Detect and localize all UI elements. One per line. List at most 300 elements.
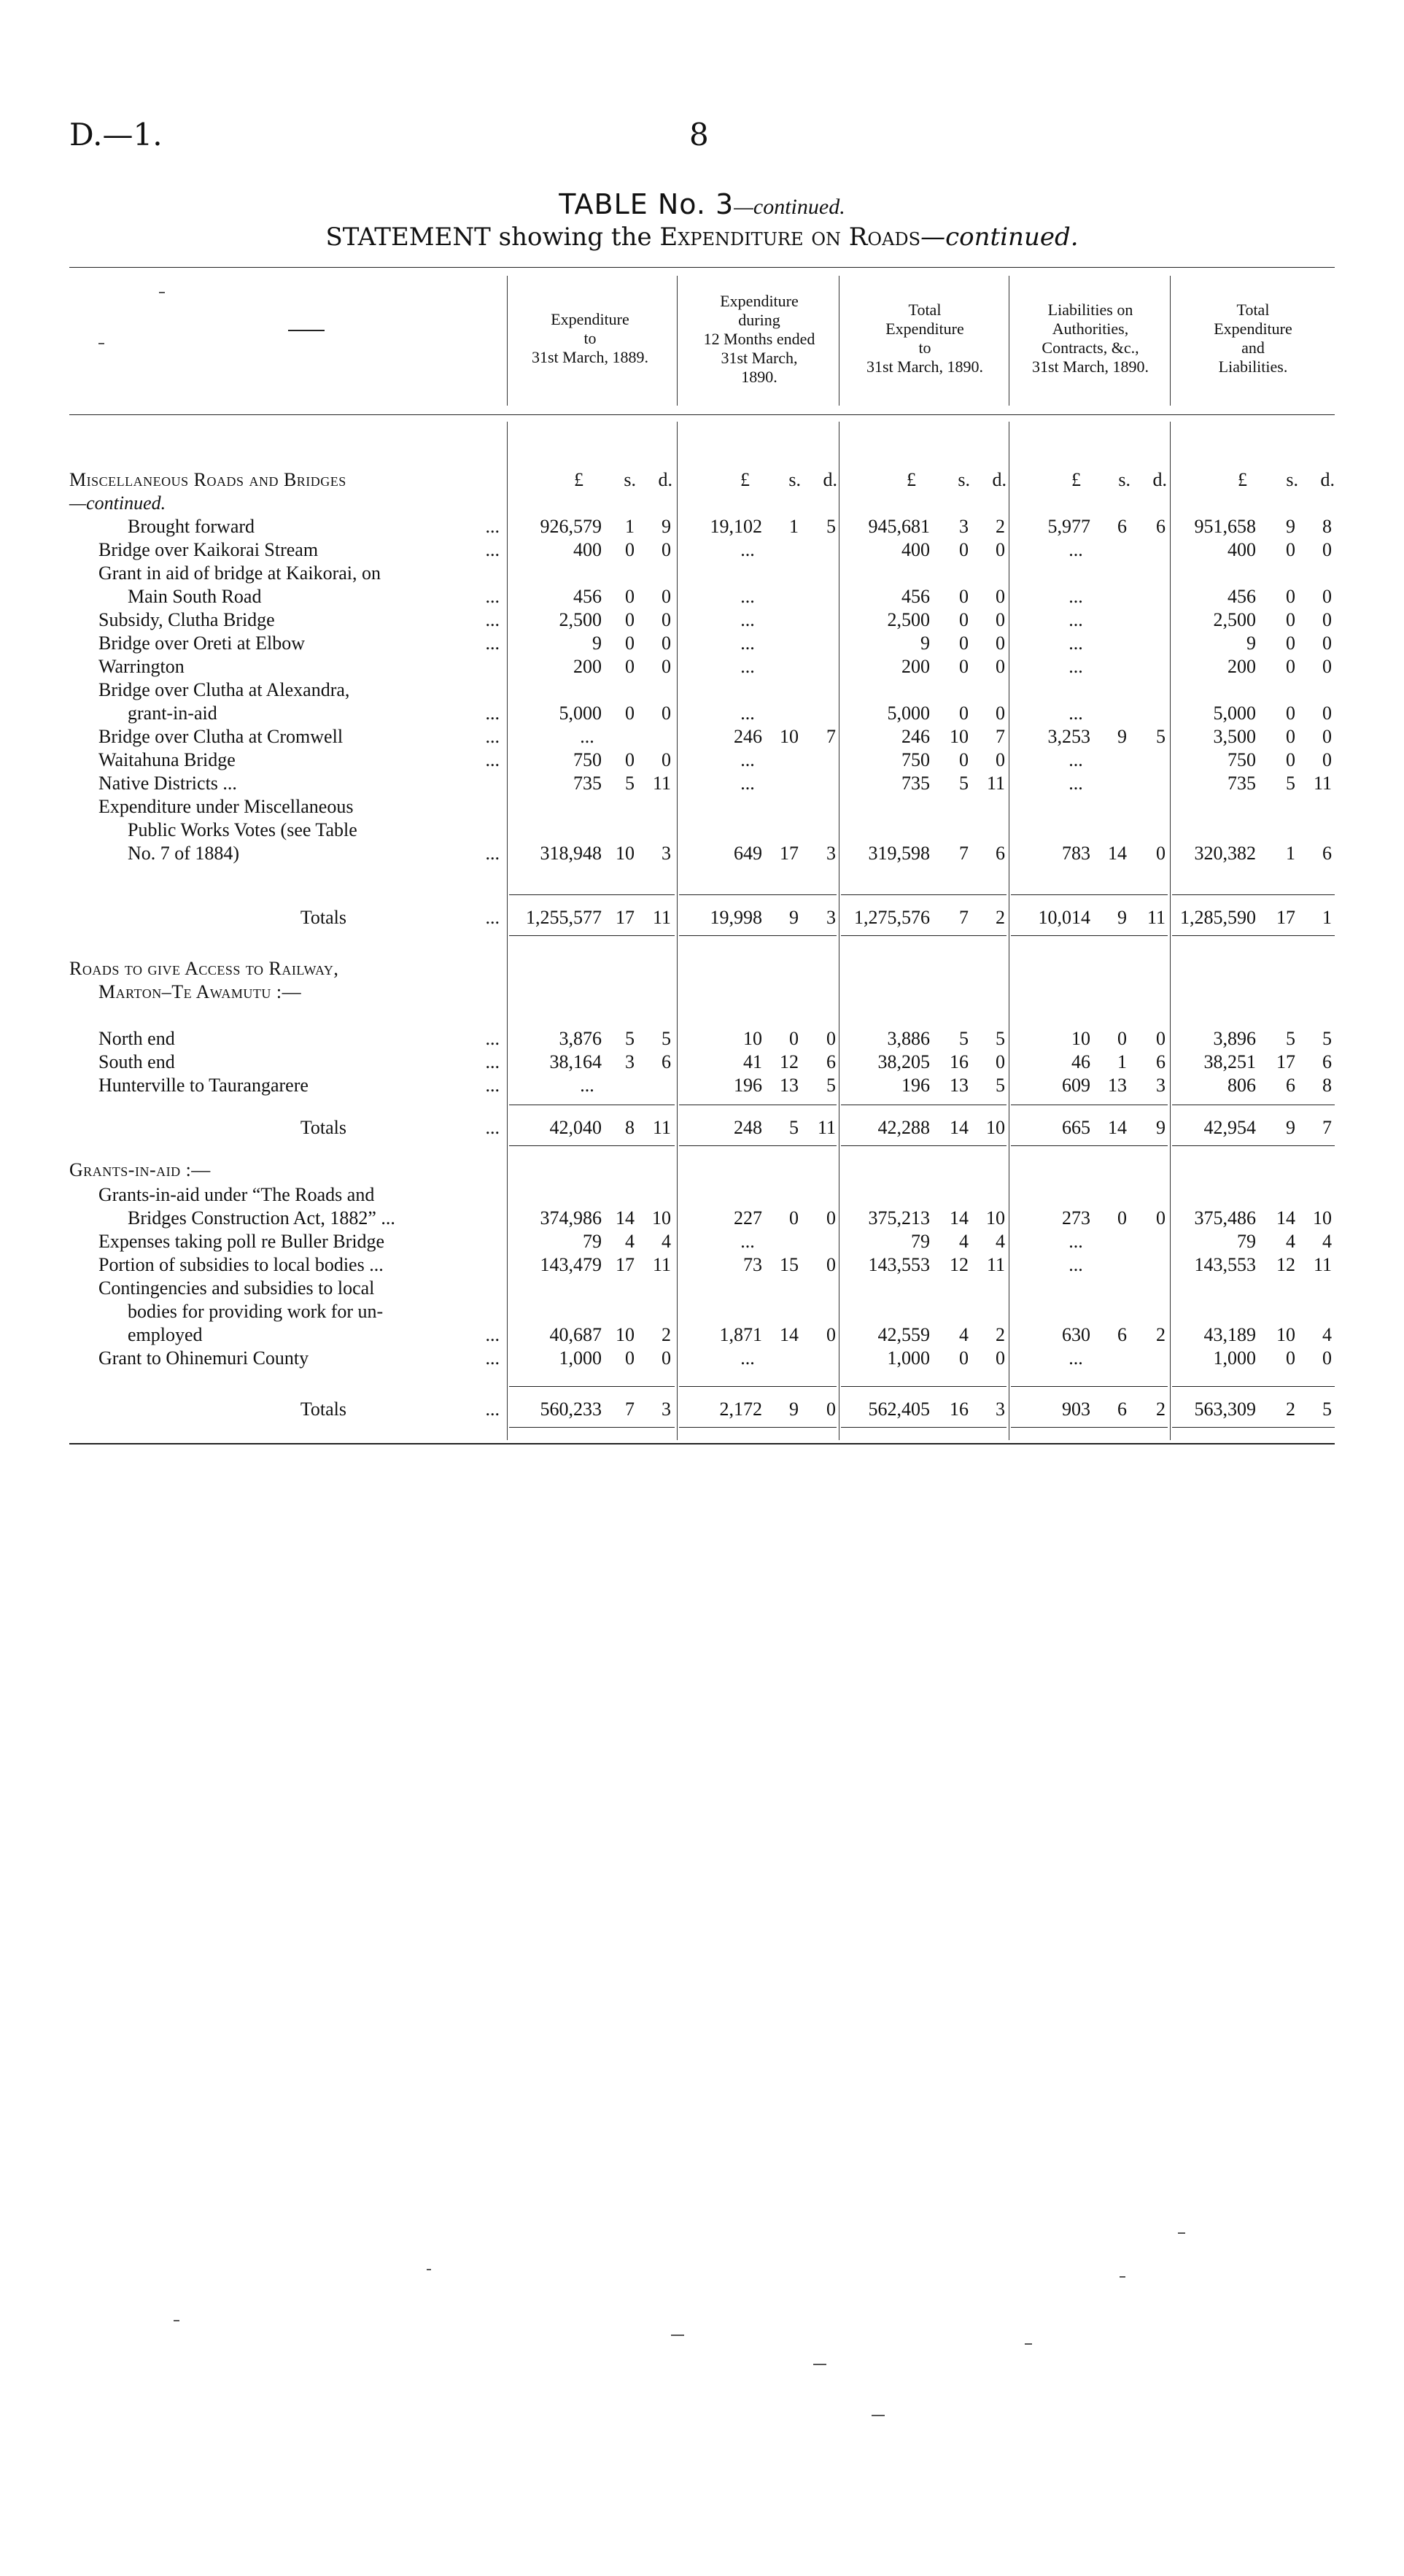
pence-cell: 11 [652,907,671,928]
pounds-cell: ... [1068,773,1083,794]
sum-rule [679,894,837,895]
section-title-grants: Grants-in-aid :— [69,1159,211,1180]
shillings-cell: 7 [959,907,969,928]
shillings-cell: 1 [1117,1051,1127,1072]
shillings-cell: 6 [1117,1399,1127,1420]
table-title-suffix: —continued. [734,195,845,219]
pence-cell: 0 [662,703,671,724]
table-row [0,819,1404,842]
row-label: South end [98,1051,175,1072]
pounds-cell: ... [740,633,755,654]
pounds-cell: ... [1068,633,1083,654]
unit-shilling: s. [958,469,970,490]
shillings-cell: 5 [1286,1028,1295,1049]
pounds-cell: 9 [592,633,602,654]
pounds-cell: 783 [1062,843,1090,864]
shillings-cell: 0 [625,1347,635,1369]
pounds-cell: 400 [1227,539,1256,560]
v-line-h2 [677,276,678,406]
pounds-cell: 318,948 [540,843,602,864]
pence-cell: 5 [826,1075,836,1096]
pounds-cell: 806 [1227,1075,1256,1096]
row-label: Bridge over Kaikorai Stream [98,539,319,560]
row-label: Hunterville to Taurangarere [98,1075,309,1096]
sum-rule [509,894,675,895]
pounds-cell: 456 [573,586,602,607]
shillings-cell: 10 [616,1324,635,1345]
pounds-cell: 5,000 [559,703,602,724]
unit-pound: £ [1238,469,1247,490]
shillings-cell: 9 [1117,726,1127,747]
pence-cell: 0 [1156,1028,1166,1049]
leader-dots: ... [485,633,500,654]
sum-rule [1172,1427,1335,1428]
pence-cell: 0 [1322,586,1332,607]
pounds-cell: ... [1068,586,1083,607]
shillings-cell: 9 [789,1399,799,1420]
section-title-roads-1: Roads to give Access to Railway, [69,958,339,979]
v-line-h5 [1170,276,1171,406]
pence-cell: 6 [1156,1051,1166,1072]
pounds-cell: 40,687 [549,1324,602,1345]
table-row [0,655,1404,678]
pounds-cell: 903 [1062,1399,1090,1420]
shillings-cell: 10 [1276,1324,1295,1345]
unit-shilling: s. [788,469,801,490]
pounds-cell: ... [1068,539,1083,560]
shillings-cell: 4 [959,1324,969,1345]
pounds-cell: ... [580,726,594,747]
shillings-cell: 0 [789,1207,799,1229]
pence-cell: 10 [986,1117,1005,1138]
sum-rule [509,1427,675,1428]
pounds-cell: 563,309 [1194,1399,1256,1420]
shillings-cell: 17 [1276,907,1295,928]
leader-dots: ... [485,539,500,560]
pounds-cell: 320,382 [1194,843,1256,864]
pence-cell: 0 [1322,1347,1332,1369]
pence-cell: 0 [662,609,671,630]
pence-cell: 3 [1156,1075,1166,1096]
pounds-cell: 43,189 [1203,1324,1256,1345]
table-row [0,1027,1404,1051]
shillings-cell: 0 [625,633,635,654]
pence-cell: 5 [996,1028,1005,1049]
shillings-cell: 15 [780,1254,799,1275]
pence-cell: 3 [826,843,836,864]
pounds-cell: ... [740,539,755,560]
leader-dots: ... [485,843,500,864]
shillings-cell: 0 [625,656,635,677]
shillings-cell: 0 [1117,1207,1127,1229]
sum-rule [679,1427,837,1428]
table-row [0,608,1404,632]
pounds-cell: 2,500 [1213,609,1256,630]
shillings-cell: 0 [959,539,969,560]
pounds-cell: 560,233 [540,1399,602,1420]
pounds-cell: 630 [1062,1324,1090,1345]
sum-rule [1172,935,1335,936]
pounds-cell: 10 [1071,1028,1090,1049]
shillings-cell: 0 [959,703,969,724]
shillings-cell: 10 [616,843,635,864]
leader-dots: ... [485,1347,500,1369]
shillings-cell: 0 [1286,656,1295,677]
header-bottom-rule [69,414,1335,415]
pounds-cell: 9 [920,633,930,654]
col-head-3-text: Total Expenditure to 31st March, 1890. [866,301,984,376]
pounds-cell: 2,500 [887,609,930,630]
pounds-cell: 1,871 [719,1324,762,1345]
pounds-cell: 5,000 [887,703,930,724]
shillings-cell: 0 [625,539,635,560]
leader-dots: ... [485,609,500,630]
pence-cell: 11 [1147,907,1166,928]
pounds-cell: 456 [1227,586,1256,607]
shillings-cell: 14 [950,1207,969,1229]
pounds-cell: 42,040 [549,1117,602,1138]
pence-cell: 10 [986,1207,1005,1229]
pounds-cell: 42,954 [1203,1117,1256,1138]
pounds-cell: ... [740,656,755,677]
pence-cell: 1 [1322,907,1332,928]
row-label: Native Districts ... [98,773,237,794]
table-row [0,1074,1404,1097]
pounds-cell: 750 [573,749,602,770]
unit-shilling: s. [1286,469,1298,490]
pence-cell: 8 [1322,1075,1332,1096]
shillings-cell: 14 [950,1117,969,1138]
pounds-cell: 375,486 [1194,1207,1256,1229]
pounds-cell: 665 [1062,1117,1090,1138]
statement-title [0,223,1404,252]
pounds-cell: 1,000 [887,1347,930,1369]
table-row [0,1398,1404,1421]
pence-cell: 2 [996,1324,1005,1345]
pounds-cell: 3,253 [1047,726,1090,747]
leader-dots: ... [485,726,500,747]
row-label: Subsidy, Clutha Bridge [98,609,275,630]
pence-cell: 11 [1313,1254,1332,1275]
pence-cell: 0 [662,586,671,607]
print-speck [174,2320,179,2321]
table-title [0,188,1404,220]
pounds-cell: ... [1068,656,1083,677]
table-row [0,1347,1404,1370]
pounds-cell: 400 [901,539,930,560]
col-head-1-text: Expenditure to 31st March, 1889. [531,310,649,366]
pounds-cell: 5,000 [1213,703,1256,724]
sum-rule [1011,894,1168,895]
leader-dots: ... [485,703,500,724]
statement-main: Expenditure on Roads [659,223,921,252]
table-row [0,562,1404,585]
pounds-cell: 246 [734,726,762,747]
pence-cell: 2 [662,1324,671,1345]
pence-cell: 0 [1322,726,1332,747]
pounds-cell: 196 [734,1075,762,1096]
table-row [0,632,1404,655]
shillings-cell: 14 [616,1207,635,1229]
table-row [0,1116,1404,1140]
stub-dash [288,330,325,331]
pence-cell: 0 [996,586,1005,607]
row-label: North end [98,1028,175,1049]
pence-cell: 6 [662,1051,671,1072]
pence-cell: 3 [662,843,671,864]
leader-dots: ... [485,1324,500,1345]
shillings-cell: 0 [1286,539,1295,560]
row-label: employed [128,1324,203,1345]
pounds-cell: ... [740,1347,755,1369]
unit-shilling: s. [1118,469,1130,490]
row-label: Contingencies and subsidies to local [98,1277,375,1299]
pence-cell: 6 [1322,1051,1332,1072]
shillings-cell: 0 [1286,749,1295,770]
row-label: Totals [300,1117,346,1138]
pence-cell: 7 [1322,1117,1332,1138]
table-row [0,1207,1404,1230]
pence-cell: 0 [996,749,1005,770]
pounds-cell: 200 [1227,656,1256,677]
shillings-cell: 0 [959,749,969,770]
shillings-cell: 17 [616,907,635,928]
pence-cell: 0 [826,1254,836,1275]
leader-dots: ... [485,907,500,928]
pounds-cell: 374,986 [540,1207,602,1229]
pence-cell: 11 [1313,773,1332,794]
pounds-cell: 79 [1237,1231,1256,1252]
table-row [0,749,1404,772]
shillings-cell: 0 [1117,1028,1127,1049]
pounds-cell: 19,998 [710,907,762,928]
table-row [0,1253,1404,1277]
pence-cell: 9 [1156,1117,1166,1138]
col-head-2 [678,292,840,387]
col-head-3 [840,301,1009,376]
pounds-cell: 5,977 [1047,516,1090,537]
pence-cell: 0 [662,539,671,560]
pence-cell: 0 [1156,843,1166,864]
unit-pound: £ [574,469,583,490]
col-head-2-text: Expenditure during 12 Months ended 31st March, 1890. [703,292,815,386]
row-label: Main South Road [128,586,262,607]
pence-cell: 11 [652,773,671,794]
pence-cell: 7 [826,726,836,747]
row-label: grant-in-aid [128,703,217,724]
unit-pence: d. [823,469,837,490]
shillings-cell: 8 [625,1117,635,1138]
pence-cell: 10 [1313,1207,1332,1229]
shillings-cell: 10 [780,726,799,747]
shillings-cell: 0 [625,586,635,607]
pence-cell: 0 [826,1207,836,1229]
shillings-cell: 4 [625,1231,635,1252]
col-head-5-text: Total Expenditure and Liabilities. [1214,301,1292,376]
pence-cell: 6 [1156,516,1166,537]
pence-cell: 0 [662,656,671,677]
pence-cell: 0 [996,609,1005,630]
shillings-cell: 17 [780,843,799,864]
table-row [0,538,1404,562]
pounds-cell: 42,288 [877,1117,930,1138]
table-row [0,772,1404,795]
pence-cell: 0 [1322,633,1332,654]
sum-rule [1172,1386,1335,1387]
row-label: Portion of subsidies to local bodies ... [98,1254,384,1275]
pence-cell: 5 [1322,1028,1332,1049]
shillings-cell: 14 [1108,843,1127,864]
pence-cell: 0 [996,703,1005,724]
row-label: bodies for providing work for un- [128,1301,384,1322]
page-number: 8 [689,117,709,152]
shillings-cell: 0 [959,586,969,607]
shillings-cell: 4 [959,1231,969,1252]
pence-cell: 5 [662,1028,671,1049]
pounds-cell: ... [1068,1347,1083,1369]
row-label: Bridge over Clutha at Alexandra, [98,679,350,700]
pounds-cell: 246 [901,726,930,747]
shillings-cell: 0 [1286,703,1295,724]
print-speck [1025,2343,1032,2345]
shillings-cell: 6 [1117,1324,1127,1345]
sum-rule [679,935,837,936]
shillings-cell: 17 [1276,1051,1295,1072]
shillings-cell: 5 [625,1028,635,1049]
pounds-cell: 735 [901,773,930,794]
pounds-cell: 2,500 [559,609,602,630]
table-row [0,702,1404,725]
shillings-cell: 13 [1108,1075,1127,1096]
shillings-cell: 17 [616,1254,635,1275]
unit-pound: £ [1071,469,1081,490]
row-label-part: Expenses taking poll re Buller Bridge [98,1231,385,1252]
pence-cell: 7 [996,726,1005,747]
sum-rule [1011,1427,1168,1428]
leader-dots: ... [485,1028,500,1049]
sum-rule [1011,1386,1168,1387]
pence-cell: 5 [1322,1399,1332,1420]
pounds-cell: 1,000 [559,1347,602,1369]
row-label: Bridges Construction Act, 1882” ... [128,1207,395,1229]
pence-cell: 0 [996,633,1005,654]
pence-cell: 0 [1322,749,1332,770]
table-row [0,585,1404,608]
row-label: Public Works Votes (see Table [128,819,357,840]
shillings-cell: 0 [1286,609,1295,630]
sum-rule [1172,894,1335,895]
pounds-cell: ... [1068,1254,1083,1275]
pounds-cell: 200 [901,656,930,677]
leader-dots: ... [485,1051,500,1072]
row-label: Totals [300,907,346,928]
sum-rule [841,1145,1007,1146]
unit-pence: d. [1152,469,1167,490]
pounds-cell: 143,553 [868,1254,930,1275]
table-row [0,1277,1404,1300]
shillings-cell: 13 [950,1075,969,1096]
shillings-cell: 0 [959,1347,969,1369]
pounds-cell: 735 [573,773,602,794]
pence-cell: 9 [662,516,671,537]
sum-rule [679,1386,837,1387]
print-speck [159,292,165,293]
pence-cell: 0 [826,1399,836,1420]
pounds-cell: ... [740,703,755,724]
statement-suffix: —continued. [920,223,1079,252]
table-bottom-rule [69,1443,1335,1444]
pounds-cell: 649 [734,843,762,864]
shillings-cell: 5 [789,1117,799,1138]
shillings-cell: 0 [1286,633,1295,654]
table-row [0,842,1404,865]
leader-dots: ... [485,1117,500,1138]
shillings-cell: 5 [625,773,635,794]
pounds-cell: 38,251 [1203,1051,1256,1072]
pounds-cell: ... [580,1075,594,1096]
pence-cell: 0 [996,656,1005,677]
pounds-cell: ... [740,586,755,607]
leader-dots: ... [485,586,500,607]
row-label: Warrington [98,656,185,677]
unit-pence: d. [992,469,1007,490]
pounds-cell: 1,275,576 [854,907,930,928]
shillings-cell: 6 [1286,1075,1295,1096]
unit-pence: d. [658,469,672,490]
pence-cell: 2 [1156,1324,1166,1345]
pounds-cell: 926,579 [540,516,602,537]
pounds-cell: ... [740,749,755,770]
pounds-cell: 143,479 [540,1254,602,1275]
pence-cell: 2 [996,516,1005,537]
pounds-cell: 400 [573,539,602,560]
pence-cell: 2 [996,907,1005,928]
shillings-cell: 5 [1286,773,1295,794]
sum-rule [841,1386,1007,1387]
pence-cell: 5 [826,516,836,537]
pence-cell: 0 [996,1347,1005,1369]
pence-cell: 0 [1322,609,1332,630]
table-row [0,906,1404,929]
leader-dots: ... [485,516,500,537]
pounds-cell: 46 [1071,1051,1090,1072]
row-label: Totals [300,1399,346,1420]
shillings-cell: 3 [625,1051,635,1072]
pence-cell: 0 [1322,656,1332,677]
shillings-cell: 0 [1286,586,1295,607]
sum-rule [509,935,675,936]
pounds-cell: 3,886 [887,1028,930,1049]
pence-cell: 0 [662,749,671,770]
pounds-cell: 562,405 [868,1399,930,1420]
pence-cell: 0 [826,1028,836,1049]
shillings-cell: 6 [1117,516,1127,537]
pounds-cell: 200 [573,656,602,677]
table-title-main: TABLE No. 3 [559,188,734,220]
pence-cell: 5 [1156,726,1166,747]
pounds-cell: 1,255,577 [526,907,602,928]
pounds-cell: 3,500 [1213,726,1256,747]
pence-cell: 3 [826,907,836,928]
pounds-cell: 38,205 [877,1051,930,1072]
misc-cont-text: —continued. [69,492,166,514]
shillings-cell: 0 [625,749,635,770]
sum-rule [509,1386,675,1387]
pence-cell: 6 [996,843,1005,864]
shillings-cell: 0 [959,609,969,630]
shillings-cell: 0 [625,609,635,630]
print-speck [813,2364,826,2365]
